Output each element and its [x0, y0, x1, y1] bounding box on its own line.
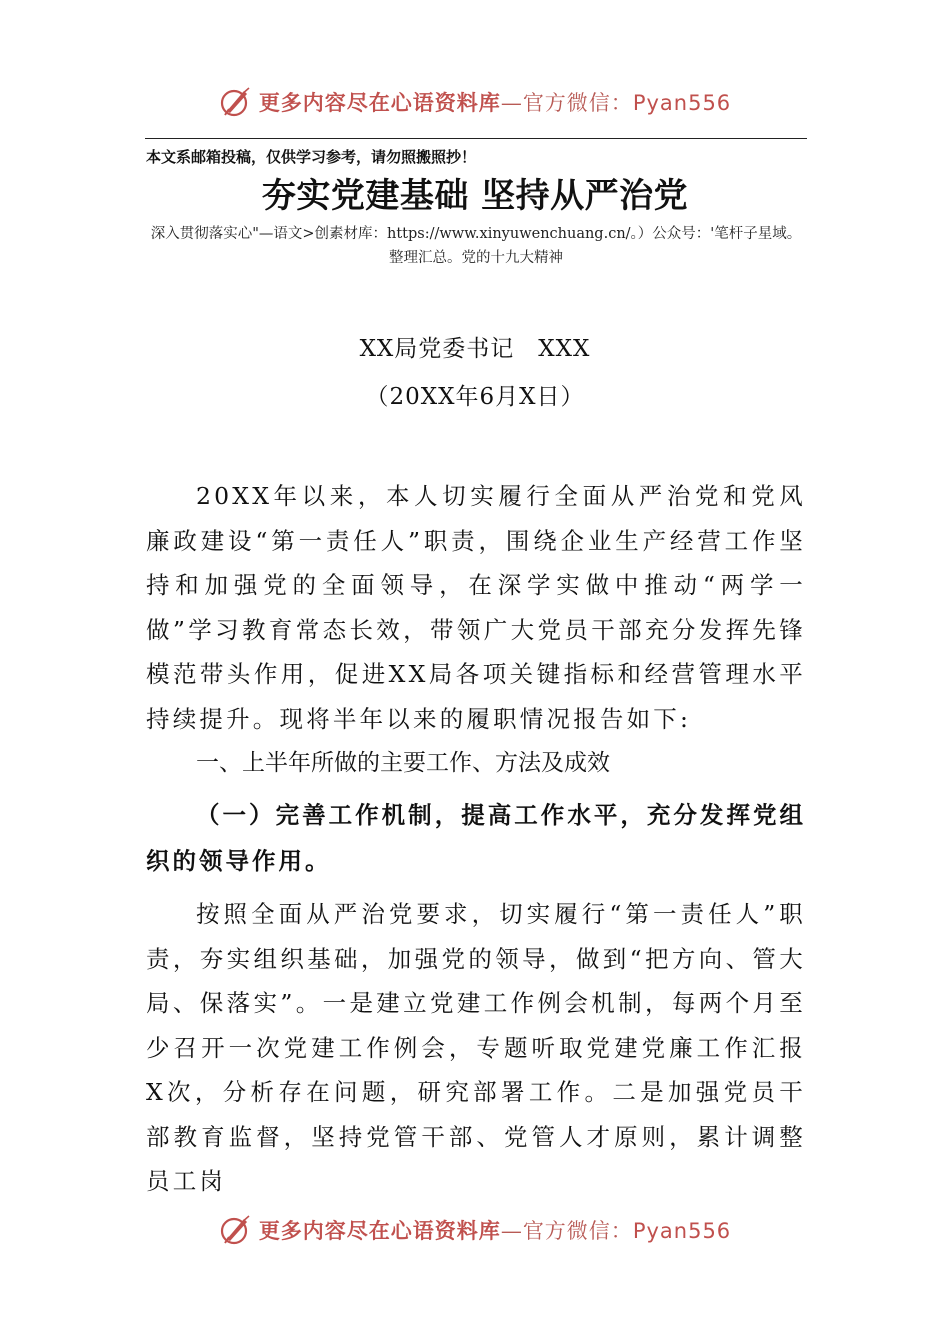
author-line: XX局党委书记 XXX	[359, 336, 591, 362]
banner-wechat-id: Pyan556	[632, 91, 732, 115]
subsection-heading: （一）完善工作机制，提高工作水平，充分发挥党组织的领导作用。	[146, 801, 806, 875]
header-rule	[145, 138, 807, 139]
body-paragraph: 按照全面从严治党要求，切实履行“第一责任人”职责，夯实组织基础，加强党的领导，做到“把方向、管大局、保落实”。一是建立党建工作例会机制，每两个月至少召开一次党建工作例会，专题听取党建党廉工作汇报X次，分析存在问题，研究部署工作。二是加强党员干部教育监督，坚持党管干部、党管人才原则，累计调整员工岗	[146, 900, 806, 1195]
banner-label: —官方微信：	[500, 91, 633, 115]
banner-label: —官方微信：	[500, 1219, 633, 1243]
quill-logo-icon	[219, 1213, 253, 1247]
copy-notice: 本文系邮箱投稿，仅供学习参考，请勿照搬照抄！	[146, 148, 477, 166]
banner-brand: 更多内容尽在心语资料库	[258, 90, 501, 115]
quill-logo-icon	[219, 85, 253, 119]
header-banner	[0, 80, 950, 124]
intro-paragraph: 20XX年以来，本人切实履行全面从严治党和党风廉政建设“第一责任人”职责，围绕企业生产经营工作坚持和加强党的全面领导，在深学实做中推动“两学一做”学习教育常态长效，带领广大党员干部充分发挥先锋模范带头作用，促进XX局各项关键指标和经营管理水平持续提升。现将半年以来的履职情况报告如下:	[146, 482, 806, 733]
document-subtitle: 深入贯彻落实心"—语文>创素材库：https://www.xinyuwenchuang.cn/。）公众号：'笔杆子星域。整理汇总。党的十九大精神	[150, 226, 802, 266]
date-line: （20XX年6月X日）	[365, 384, 585, 410]
banner-brand: 更多内容尽在心语资料库	[258, 1218, 501, 1243]
banner-wechat-id: Pyan556	[632, 1219, 732, 1243]
section-heading: 一、上半年所做的主要工作、方法及成效	[196, 750, 610, 776]
banner-text	[259, 1215, 731, 1245]
footer-banner	[0, 1208, 950, 1252]
banner-text	[259, 87, 731, 117]
document-title: 夯实党建基础 坚持从严治党	[261, 176, 689, 216]
